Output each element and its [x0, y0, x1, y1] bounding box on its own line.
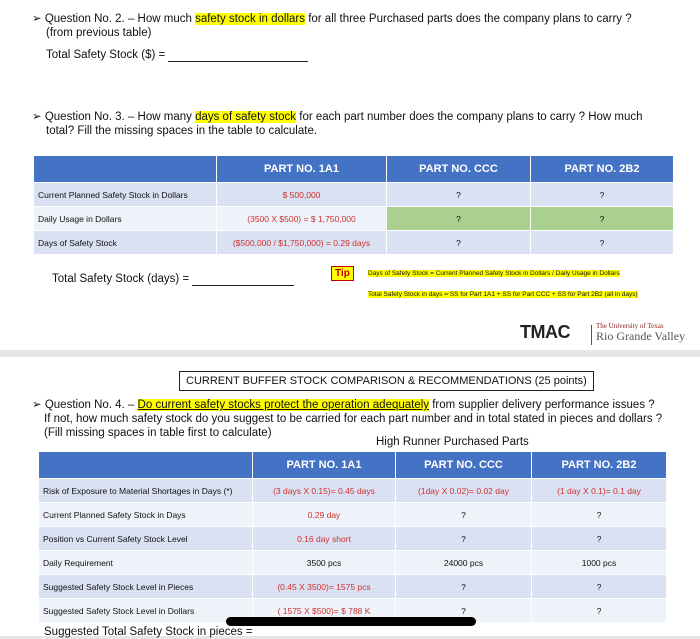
table-row	[34, 207, 674, 231]
cell-1a1: 0.16 day short	[253, 527, 396, 551]
table-row	[34, 183, 674, 207]
bottom-cut-text: Suggested Total Safety Stock in pieces =	[44, 626, 253, 638]
question-2-answer-blank[interactable]	[168, 61, 308, 62]
table-header-ccc: PART NO. CCC	[396, 452, 532, 479]
tmac-logo	[520, 322, 570, 343]
row-label: Current Planned Safety Stock in Days	[39, 503, 253, 527]
question-2-line1	[32, 12, 632, 26]
cell-ccc[interactable]: ?	[396, 503, 532, 527]
slide-question-4	[0, 357, 700, 636]
cell-ccc: 24000 pcs	[396, 551, 532, 575]
cell-1a1: 0.29 day	[253, 503, 396, 527]
cell-ccc[interactable]: ?	[387, 207, 531, 231]
tip-line-1: Days of Safety Stock = Current Planned Safety Stock in Dollars / Daily Usage in Dollars	[368, 270, 620, 277]
buffer-stock-table	[38, 451, 667, 623]
table-row	[39, 551, 667, 575]
row-label: Current Planned Safety Stock in Dollars	[34, 183, 217, 207]
question-4-line1	[32, 398, 655, 412]
logo-divider	[591, 325, 592, 345]
table-header-2b2: PART NO. 2B2	[531, 156, 674, 183]
row-label: Position vs Current Safety Stock Level	[39, 527, 253, 551]
cell-ccc[interactable]: ?	[396, 575, 532, 599]
question-2-highlight: safety stock in dollars	[195, 13, 305, 25]
row-label: Daily Requirement	[39, 551, 253, 575]
cell-2b2[interactable]: ?	[532, 503, 667, 527]
table-header-row	[39, 452, 667, 479]
question-4-text: Question No. 4. –	[44, 399, 138, 411]
cell-2b2[interactable]: ?	[532, 527, 667, 551]
table-header-1a1: PART NO. 1A1	[217, 156, 387, 183]
table-row	[39, 527, 667, 551]
table-header-corner	[39, 452, 253, 479]
row-label: Daily Usage in Dollars	[34, 207, 217, 231]
question-3-line1	[32, 110, 643, 124]
table-header-1a1: PART NO. 1A1	[253, 452, 396, 479]
utrgv-logo	[596, 322, 685, 343]
cell-ccc[interactable]: ?	[387, 183, 531, 207]
cell-1a1: 3500 pcs	[253, 551, 396, 575]
row-label: Suggested Safety Stock Level in Dollars	[39, 599, 253, 623]
question-3-answer-blank[interactable]	[192, 285, 294, 286]
table-header-corner	[34, 156, 217, 183]
cell-2b2[interactable]: ?	[531, 183, 674, 207]
table-row	[39, 575, 667, 599]
cell-1a1: (0.45 X 3500)= 1575 pcs	[253, 575, 396, 599]
question-3-text-tail: for each part number does the company plans to carry ? How much	[296, 111, 643, 123]
question-4-line3: (Fill missing spaces in table first to calculate)	[44, 427, 272, 439]
cell-1a1: ( 1575 X $500)= $ 788 K	[253, 599, 396, 623]
cell-1a1: $ 500,000	[217, 183, 387, 207]
cell-1a1: (3 days X 0.15)= 0.45 days	[253, 479, 396, 503]
section-title-box: CURRENT BUFFER STOCK COMPARISON & RECOMMENDATIONS (25 points)	[179, 371, 594, 391]
safety-stock-days-table	[33, 155, 674, 255]
question-4-highlight: Do current safety stocks protect the operation adequately	[137, 399, 430, 411]
horizontal-scrollbar[interactable]	[226, 617, 476, 626]
question-3-total-label: Total Safety Stock (days) =	[52, 273, 190, 285]
cell-ccc[interactable]: ?	[387, 231, 531, 255]
cell-2b2: (1 day X 0.1)= 0.1 day	[532, 479, 667, 503]
cell-2b2[interactable]: ?	[531, 231, 674, 255]
table-row	[34, 231, 674, 255]
question-2-total	[46, 48, 308, 62]
table-header-2b2: PART NO. 2B2	[532, 452, 667, 479]
question-3-text: Question No. 3. – How many	[44, 111, 196, 123]
row-label: Risk of Exposure to Material Shortages in Days (*)	[39, 479, 253, 503]
utrgv-line2: Rio Grande Valley	[596, 329, 686, 343]
tip-line-2: Total Safety Stock in days = SS for Part 1A1 + SS for Part CCC + SS for Part 2B2 (all in days)	[368, 291, 638, 298]
question-3-total	[52, 272, 294, 286]
table-row	[39, 479, 667, 503]
cell-1a1: (3500 X $500) = $ 1,750,000	[217, 207, 387, 231]
question-3-line2: total? Fill the missing spaces in the table to calculate.	[46, 125, 318, 137]
cell-2b2[interactable]: ?	[532, 575, 667, 599]
bullet-arrow-icon: ➢	[32, 111, 42, 123]
question-4-text-tail: from supplier delivery performance issues ?	[429, 399, 655, 411]
table-caption: High Runner Purchased Parts	[376, 436, 529, 448]
cell-2b2[interactable]: ?	[532, 599, 667, 623]
table-row	[39, 503, 667, 527]
bullet-arrow-icon: ➢	[32, 13, 42, 25]
cell-1a1: ($500,000 / $1,750,000) = 0.29 days	[217, 231, 387, 255]
tip-label: Tip	[331, 266, 354, 281]
question-2-total-label: Total Safety Stock ($) =	[46, 49, 166, 61]
question-2-text-tail: for all three Purchased parts does the company plans to carry ?	[305, 13, 632, 25]
row-label: Suggested Safety Stock Level in Pieces	[39, 575, 253, 599]
table-header-row	[34, 156, 674, 183]
question-2-line2: (from previous table)	[46, 27, 152, 39]
row-label: Days of Safety Stock	[34, 231, 217, 255]
bullet-arrow-icon: ➢	[32, 399, 42, 411]
cell-ccc[interactable]: ?	[396, 527, 532, 551]
cell-2b2[interactable]: ?	[531, 207, 674, 231]
utrgv-line1: The University of Texas	[596, 322, 664, 330]
question-3-highlight: days of safety stock	[195, 111, 297, 123]
tmac-wordmark: TMAC	[520, 322, 570, 342]
cell-ccc[interactable]: ?	[396, 599, 532, 623]
question-4-line2: If not, how much safety stock do you suggest to be carried for each part number and in total stated in pieces and dollars ?	[44, 413, 663, 425]
cell-2b2: 1000 pcs	[532, 551, 667, 575]
cell-ccc: (1day X 0.02)= 0.02 day	[396, 479, 532, 503]
table-header-ccc: PART NO. CCC	[387, 156, 531, 183]
question-2-text: Question No. 2. – How much	[44, 13, 196, 25]
